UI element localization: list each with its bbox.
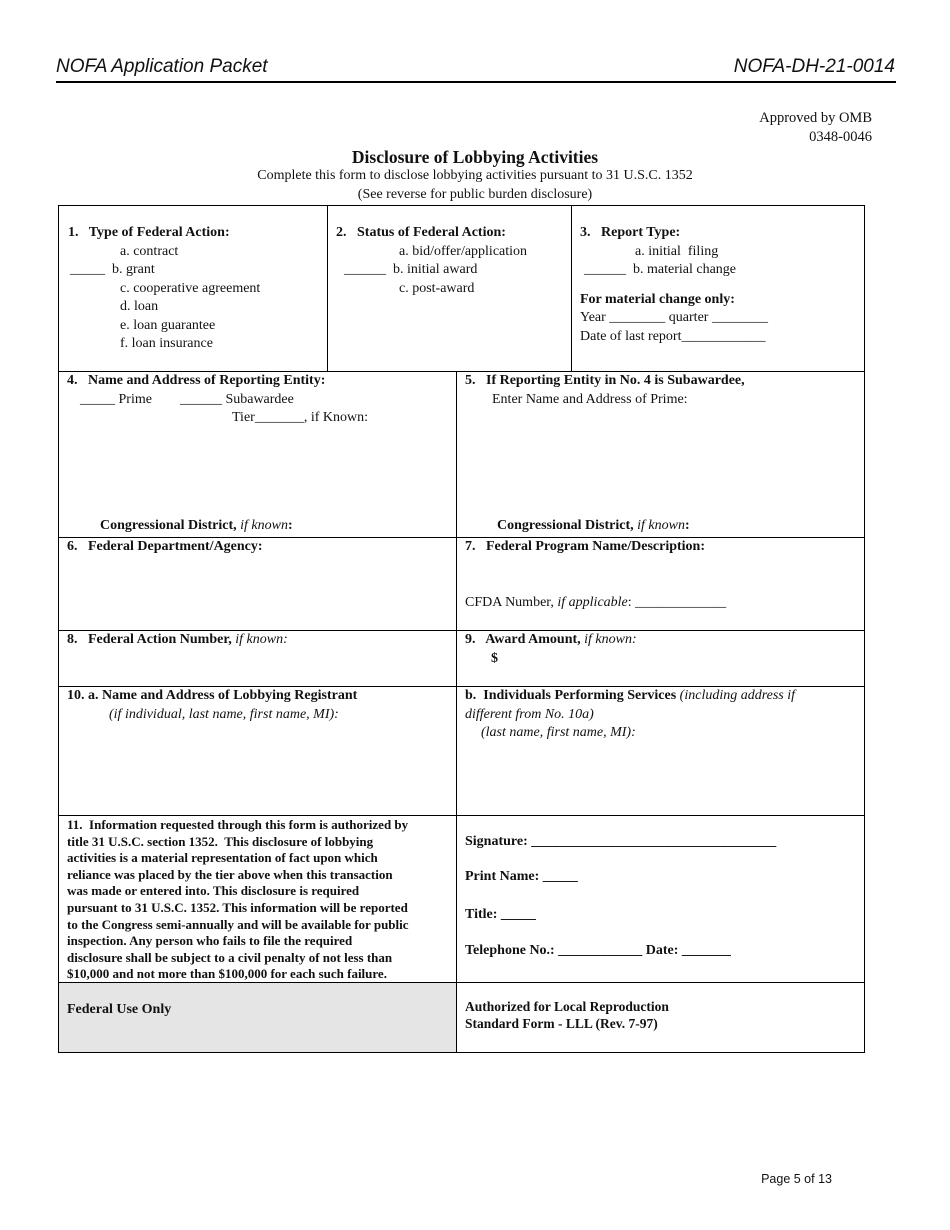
section-6-department-agency (58, 537, 457, 631)
s5-cd-label: Congressional District, (497, 518, 634, 533)
s10a-title: 10. a. Name and Address of Lobbying Registrant (67, 688, 358, 703)
s11-line: $10,000 and not more than $100,000 for each such failure. (67, 966, 387, 982)
s3-title: 3. Report Type: (580, 225, 681, 240)
s7-cfda-italic: if applicable (557, 595, 628, 610)
omb-approval (759, 109, 872, 147)
s10a-note: (if individual, last name, first name, MI): (109, 706, 339, 722)
s11-line: inspection. Any person who fails to file the required (67, 933, 353, 949)
signature-field[interactable]: Signature: ___________________________________ (465, 834, 777, 849)
s2-item-b: ______ b. initial award (344, 262, 478, 277)
section-8-action-number (58, 630, 457, 687)
s3-item-b: ______ b. material change (584, 262, 737, 277)
s2-title: 2. Status of Federal Action: (336, 225, 506, 240)
s10b-title-italic: (including address if (679, 688, 796, 703)
print-name-field[interactable]: Print Name: _____ (465, 869, 578, 884)
s8-title-line (67, 631, 456, 650)
s8-title-italic: if known: (235, 632, 288, 647)
section-7-program-name (456, 537, 865, 631)
s5-title: 5. If Reporting Entity in No. 4 is Subawardee, (465, 373, 745, 388)
section-3-report-type (571, 205, 865, 372)
authorized-reproduction (456, 982, 865, 1053)
s4-cd-italic: if known (240, 518, 288, 533)
s5-cd-colon: : (684, 518, 690, 533)
s1-item-f: f. loan insurance (120, 336, 213, 351)
federal-use-only (58, 982, 457, 1053)
section-5-prime-entity (456, 371, 865, 538)
s5-congressional-district (497, 517, 690, 536)
section-10b-individuals (456, 686, 865, 816)
s11-line: reliance was placed by the tier above when this transaction (67, 866, 393, 882)
s9-title: 9. Award Amount, (465, 632, 581, 647)
s1-item-b: _____ b. grant (70, 262, 155, 277)
s7-title: 7. Federal Program Name/Description: (465, 539, 706, 554)
page-number: Page 5 of 13 (761, 1172, 832, 1186)
auth-line1: Authorized for Local Reproduction (465, 999, 669, 1014)
s4-tier: Tier_______, if Known: (232, 410, 368, 425)
header-left-title: NOFA Application Packet (56, 56, 268, 77)
omb-line2: 0348-0046 (809, 129, 872, 145)
section-2-status-of-action (327, 205, 572, 372)
s11-line: activities is a material representation of fact upon which (67, 850, 378, 866)
s9-title-italic: if known: (584, 632, 637, 647)
s11-line: title 31 U.S.C. section 1352. This disclosure of lobbying (67, 833, 374, 849)
s4-title: 4. Name and Address of Reporting Entity: (67, 373, 326, 388)
s1-item-a: a. contract (120, 243, 179, 259)
omb-line1: Approved by OMB (759, 110, 872, 126)
s7-cfda-label: CFDA Number, (465, 595, 554, 610)
section-4-reporting-entity (58, 371, 457, 538)
header-rule (56, 81, 896, 83)
s3-year-quarter: Year ________ quarter ________ (580, 310, 768, 325)
s8-title: 8. Federal Action Number, (67, 632, 232, 647)
s1-title: 1. Type of Federal Action: (68, 225, 230, 240)
s3-material-change-title: For material change only: (580, 291, 735, 307)
s7-cfda-blank: : _____________ (627, 595, 727, 610)
section-9-award-amount (456, 630, 865, 687)
section-10a-lobbying-registrant (58, 686, 457, 816)
section-1-type-of-action (58, 205, 328, 372)
s2-item-c: c. post-award (399, 280, 475, 296)
s2-item-a: a. bid/offer/application (399, 243, 528, 259)
s11-line: disclosure shall be subject to a civil penalty of not less than (67, 949, 393, 965)
s9-title-line (465, 631, 864, 650)
form-title: Disclosure of Lobbying Activities (351, 147, 599, 167)
title-field[interactable]: Title: _____ (465, 907, 536, 922)
s3-date-last-report: Date of last report____________ (580, 328, 766, 344)
form-subtitle-2: (See reverse for public burden disclosure) (357, 187, 593, 202)
s4-congressional-district (100, 517, 293, 536)
s10b-line3: (last name, first name, MI): (481, 725, 636, 740)
s11-line: 11. Information requested through this form is authorized by (67, 817, 409, 832)
s10b-title-line (465, 687, 864, 706)
s1-item-d: d. loan (120, 299, 159, 314)
form-subtitle-1: Complete this form to disclose lobbying activities pursuant to 31 U.S.C. 1352 (257, 168, 693, 183)
section-11-information (58, 815, 457, 983)
s11-line: was made or entered into. This disclosure is required (67, 883, 360, 899)
telephone-date-field[interactable]: Telephone No.: ____________ Date: _______ (465, 943, 731, 958)
auth-line2: Standard Form - LLL (Rev. 7-97) (465, 1016, 658, 1031)
s4-prime-subawardee: _____ Prime ______ Subawardee (80, 391, 294, 407)
s5-enter-name: Enter Name and Address of Prime: (492, 391, 688, 407)
s1-item-c: c. cooperative agreement (120, 280, 261, 296)
s1-item-e: e. loan guarantee (120, 317, 216, 333)
s5-cd-italic: if known (637, 518, 685, 533)
s11-line: pursuant to 31 U.S.C. 1352. This information will be reported (67, 899, 408, 915)
header-right-code: NOFA-DH-21-0014 (733, 56, 895, 77)
s3-item-a: a. initial filing (635, 243, 719, 259)
signature-block (456, 815, 865, 983)
federal-use-label: Federal Use Only (67, 1002, 172, 1017)
s10b-line2: different from No. 10a) (465, 706, 594, 722)
s4-cd-label: Congressional District, (100, 518, 237, 533)
s11-line: to the Congress semi-annually and will be available for public (67, 916, 409, 932)
s10b-title: b. Individuals Performing Services (465, 688, 677, 703)
s4-cd-colon: : (287, 518, 293, 533)
s9-dollar: $ (491, 650, 498, 666)
s6-title: 6. Federal Department/Agency: (67, 539, 263, 554)
s7-cfda (465, 594, 726, 613)
